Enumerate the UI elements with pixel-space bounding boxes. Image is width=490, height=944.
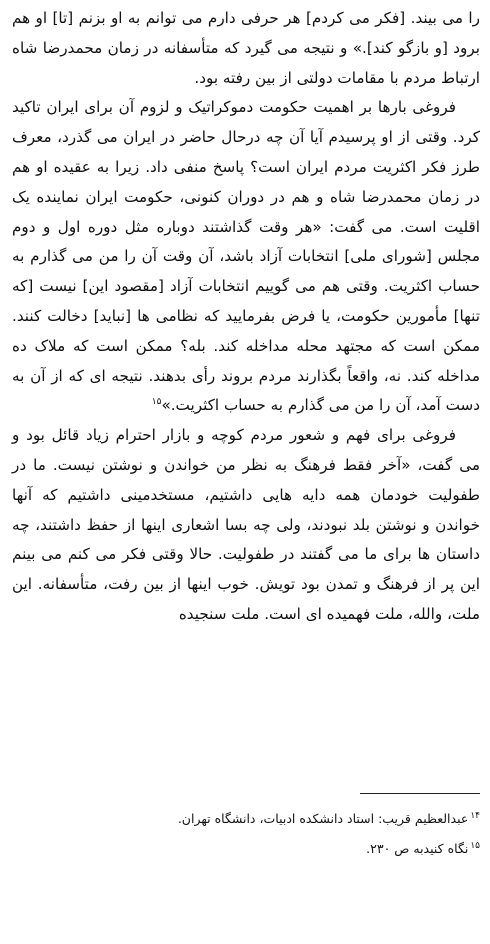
paragraph-text: را می بیند. [فکر می کردم] هر حرفی دارم می توانم به او بزنم [تا] او هم برود [و بازگو کند].» و نتیجه می گیرد که متأسفانه در زمان محمدرضا شاه ارتباط مردم با مقامات دولتی از بین رفته بود.: [12, 9, 480, 87]
paragraph-text: فروغی بارها بر اهمیت حکومت دموکراتیک و لزوم آن برای ایران تاکید کرد. وقتی از او پرسیدم آیا آن چه درحال حاضر در ایران می گذرد، معرف طرز فکر اکثریت مردم ایران است؟ پاسخ منفی داد. زیرا به عقیده او هم در زمان محمدرضا شاه و هم در دوران کنونی، حکومت ایران نماینده یک اقلیت است. می گفت: «هر وقت گذاشتند دوباره مثل دوره اول و دوم مجلس [شورای ملی] انتخابات آزاد باشد، آن وقت آن را من می گذارم به حساب اکثریت. وقتی هم می گوییم انتخابات آزاد [مقصود این] نیست [که تنها] مأمورین حکومت، یا فرض بفرمایید که نظامی ها [نباید] دخالت کنند. ممکن است که مجتهد محله مداخله کند. بله؟ ممکن است که ملاک ده مداخله کند. نه، واقعاً بگذارند مردم بروند رأی بدهند. نتیجه ای که از آن به دست آمد، آن را من می گذارم به حساب اکثریت.»: [12, 98, 480, 415]
footnotes-section: [12, 793, 480, 864]
footnote-number: ۱۴: [470, 810, 480, 821]
paragraph-text: فروغی برای فهم و شعور مردم کوچه و بازار احترام زیاد قائل بود و می گفت، «آخر فقط فرهنگ به نظر من خواندن و نوشتن نیست. ما در طفولیت خودمان همه دایه هایی داشتیم، مستخدمینی داشتیم که آنها خواندن و نوشتن بلد نبودند، ولی چه بسا اشعاری اینها از حفظ داشتند، چه داستان ها برای ما می گفتند در طفولیت. حالا وقتی فکر می کنم می بینم این پر از فرهنگ و تمدن بود تویش. خوب اینها از بین رفت، متأسفانه. این ملت، والله، ملت فهمیده ای است. ملت سنجیده: [12, 426, 480, 623]
paragraph-1: [12, 4, 480, 93]
footnote-reference[interactable]: ۱۵: [151, 397, 162, 408]
paragraph-3: [12, 421, 480, 630]
footnote-divider: [360, 793, 480, 794]
footnote-15: [12, 834, 480, 864]
footnote-number: ۱۵: [470, 840, 480, 851]
footnote-text: نگاه کنیدبه ص ۲۳۰.: [366, 841, 469, 856]
footnote-14: [12, 804, 480, 834]
paragraph-2: [12, 93, 480, 421]
footnote-text: عبدالعظیم قریب: استاد دانشکده ادبیات، دانشگاه تهران.: [177, 811, 469, 826]
